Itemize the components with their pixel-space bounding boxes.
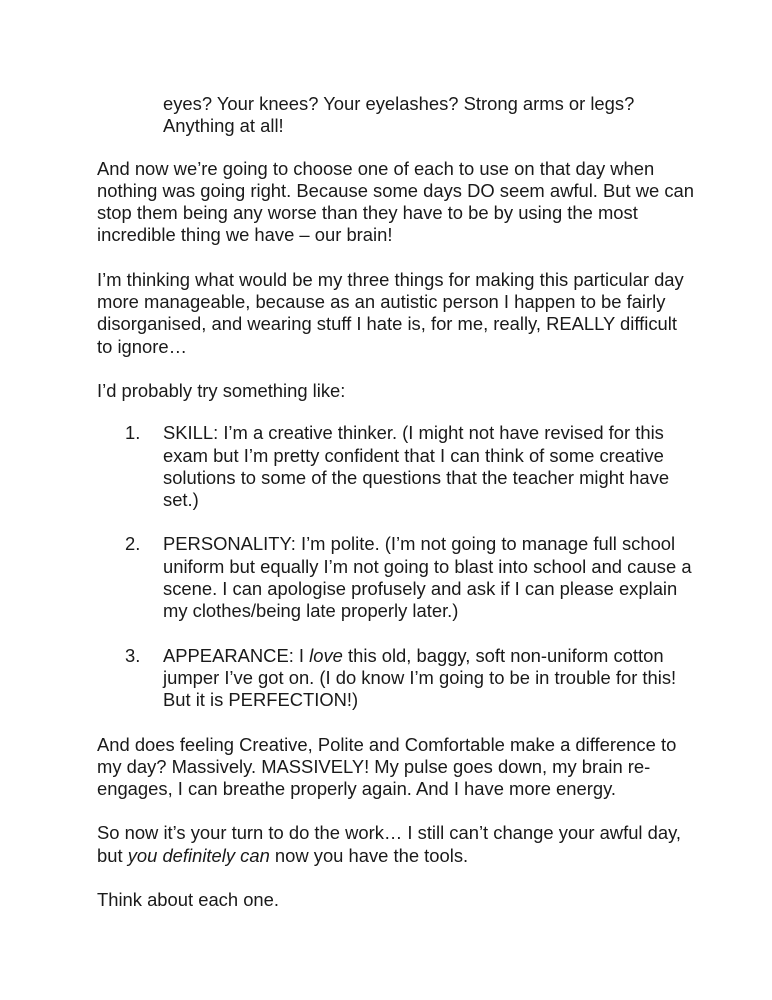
paragraph-choose-one: And now we’re going to choose one of each to use on that day when nothing was going right. Because some days DO seem awful. But we can stop them being any worse than they have to be by using the most incredible thing we have – our brain! (97, 157, 694, 246)
list-number: 1. (125, 422, 141, 444)
list-item-text: SKILL: I’m a creative thinker. (I might not have revised for this exam but I’m pretty confident that I can think of some creative solutions to some of the questions that the teacher might have set.) (163, 422, 670, 511)
list-item-personality (97, 533, 697, 622)
list-number: 3. (125, 644, 141, 666)
continuation-line-1: eyes? Your knees? Your eyelashes? Strong arms or legs? (163, 93, 635, 114)
document-page (97, 93, 697, 933)
paragraph-your-turn-emphasis: you definitely can (127, 844, 270, 866)
paragraph-your-turn-start: So now it’s your turn to do the work… I still can’t change your awful day, but (97, 822, 682, 866)
paragraph-think-about: Think about each one. (97, 889, 279, 911)
list-item-text: PERSONALITY: I’m polite. (I’m not going to manage full school uniform but equally I’m not going to blast into school and cause a scene. I can apologise profusely and ask if I can please explain my clothes/being late properly later.) (163, 533, 692, 622)
numbered-list (97, 422, 697, 711)
list-item-text-start: APPEARANCE: I (163, 644, 310, 666)
paragraph-your-turn-end: now you have the tools. (269, 844, 469, 866)
continuation-text (163, 93, 697, 138)
list-item-text-end: this old, baggy, soft non-uniform cotton jumper I’ve got on. (I do know I’m going to be in trouble for this! But it is PERFECTION!) (163, 644, 677, 711)
list-item-skill (97, 422, 697, 511)
paragraph-your-turn (97, 822, 697, 867)
list-item-appearance (97, 645, 697, 712)
list-number: 2. (125, 533, 141, 555)
paragraph-three-things: I’m thinking what would be my three things for making this particular day more manageable, because as an autistic person I happen to be fairly disorganised, and wearing stuff I hate is, for me, really, REALLY difficult to ignore… (97, 268, 684, 357)
list-item-emphasis: love (309, 644, 343, 666)
continuation-line-2: Anything at all! (163, 115, 284, 137)
paragraph-difference: And does feeling Creative, Polite and Comfortable make a difference to my day? Massively. MASSIVELY! My pulse goes down, my brain re-engages, I can breathe properly again. And I have more energy. (97, 733, 677, 800)
paragraph-list-intro: I’d probably try something like: (97, 379, 346, 401)
